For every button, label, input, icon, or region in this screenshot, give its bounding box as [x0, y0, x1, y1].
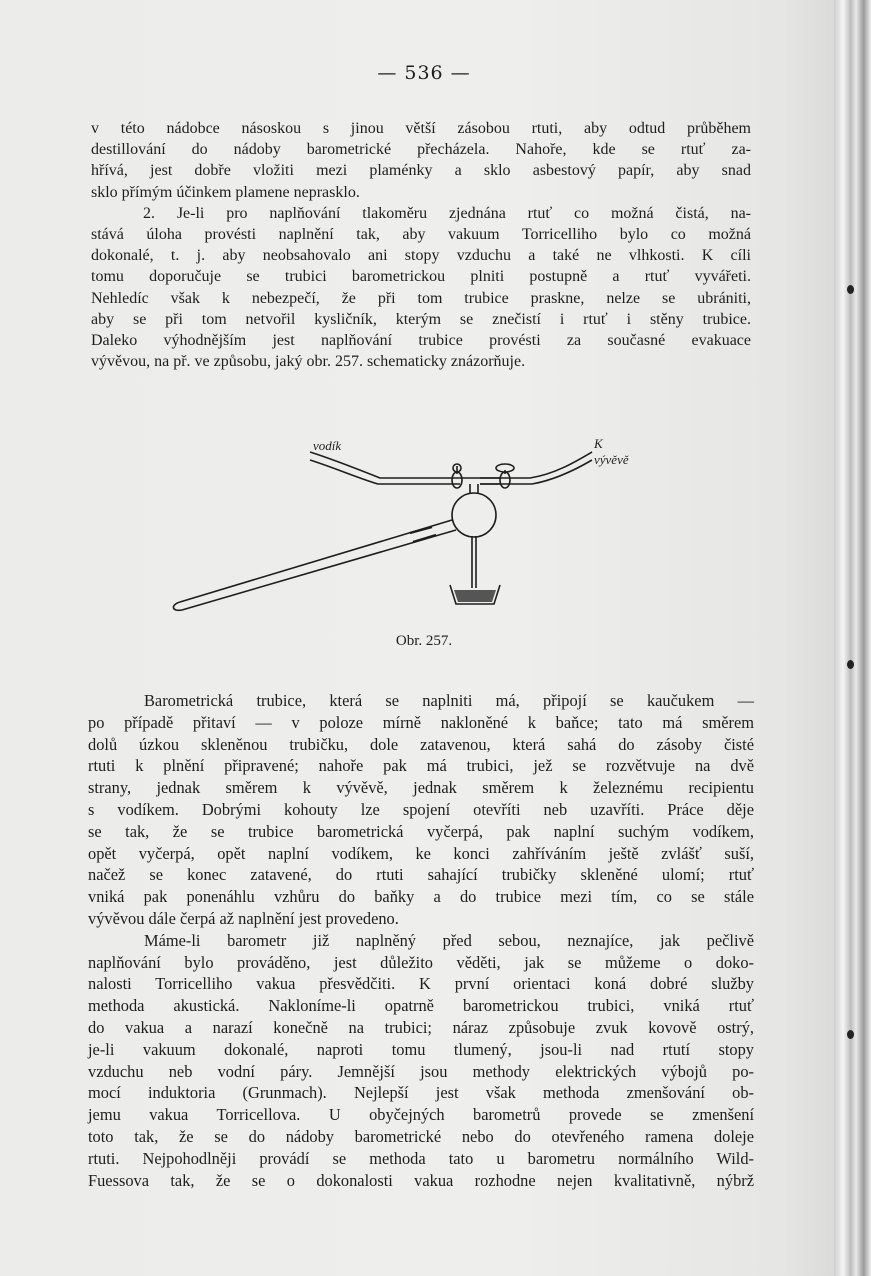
text-line: po případě přitaví — v poloze mírně nakloněné k baňce; tato má směrem — [88, 712, 754, 732]
barometric-tube — [180, 520, 456, 610]
text-line: aby se při tom netvořil kysličník, kterým se znečistí i rtuť i stěny trubice. — [91, 310, 751, 328]
paragraph-1 — [91, 118, 751, 372]
text-line: do vakua a narazí konečně na trubici; náraz způsobuje zvuk kovově ostrý, — [88, 1017, 754, 1037]
text-line: mocí induktoria (Grunmach). Nejlepší jest však methoda zmenšování ob- — [88, 1083, 754, 1103]
figure-caption: Obr. 257. — [395, 633, 453, 649]
text-line: jemu vakua Torricellova. U obyčejných barometrů provede se zmenšení — [88, 1105, 754, 1125]
text-line: je-li vakuum dokonalé, naproti tomu tlumený, jsou-li nad rtutí stopy — [88, 1039, 754, 1059]
text-line: vzduchu neb vodní páry. Jemnější jsou methody elektrických výbojů po- — [88, 1061, 754, 1081]
pump-tube — [480, 452, 592, 478]
text-line: nalosti Torricelliho vakua přesvědčiti. K první orientaci koná dobré služby — [88, 974, 754, 994]
figure-apparatus — [160, 430, 629, 660]
text-line: dokonalé, t. j. aby neobsahovalo ani stopy vzduchu a také ne vlhkosti. K cíli — [91, 247, 751, 265]
stopcock-left — [452, 472, 462, 488]
binding-hole — [847, 285, 854, 294]
text-line: sklo přímým účinkem plamene neprasklo. — [91, 183, 360, 201]
text-line: stává úloha provésti naplnění tak, aby vakuum Torricelliho bylo co možná — [91, 226, 751, 244]
text-line: strany, jednak směrem k vývěvě, jednak směrem k železnému recipientu — [88, 778, 754, 798]
stopcock-right — [500, 472, 510, 488]
text-line: vývěvou, na př. ve způsobu, jaký obr. 257. schematicky znázorňuje. — [91, 353, 526, 371]
figure-label-vodik: vodík — [313, 438, 342, 453]
text-line: toto tak, že se do nádoby barometrické nebo do otevřeného ramena doleje — [88, 1126, 754, 1146]
text-line: Daleko výhodnějším jest naplňování trubice provésti za současné evakuace — [91, 332, 751, 350]
text-line: destillování do nádoby barometrické přecházela. Nahoře, kde se rtuť za- — [91, 141, 751, 159]
text-line: Fuessova tak, že se o dokonalosti vakua rozhodne nejen kvalitativně, nýbrž — [88, 1170, 754, 1190]
text-line: v této nádobce násoskou s jinou větší zásobou rtuti, aby odtud průběhem — [91, 120, 751, 137]
text-line: hřívá, jest dobře vložiti mezi plaménky a sklo asbestový papír, aby snad — [91, 162, 751, 180]
text-line: dolů úzkou skleněnou trubičku, dole zatavenou, která sahá do zásoby čisté — [88, 734, 754, 754]
paragraph-2 — [88, 690, 754, 1191]
text-line: s vodíkem. Dobrými kohouty lze spojení otevříti neb uzavříti. Práce děje — [88, 799, 754, 819]
text-line: načež se konec zatavené, do rtuti sahající trubičky skleněné ulomí; rtuť — [88, 865, 754, 885]
text-line: methoda akustická. Nakloníme-li opatrně barometrickou trubici, vniká rtuť — [88, 996, 754, 1016]
text-line: rtuti k plnění připravené; nahoře pak má trubici, jež se rozvětvuje na dvě — [88, 756, 754, 776]
figure-label-vyveva: K vývěvě — [594, 436, 629, 467]
text-line: vniká pak ponenáhlu vzhůru do baňky a do trubice mezi tím, co se stále — [88, 887, 754, 907]
text-line: Nehledíc však k nebezpečí, že při tom trubice praskne, nelze se ubrániti, — [91, 289, 751, 307]
flask-bulb — [452, 493, 496, 537]
text-line: 2. Je-li pro naplňování tlakoměru zjednána rtuť co možná čistá, na- — [143, 204, 751, 222]
hydrogen-tube — [310, 452, 440, 478]
text-line: naplňování bylo prováděno, jest důležito věděti, jak se můžeme o doko- — [88, 952, 754, 972]
text-line: Barometrická trubice, která se naplniti má, připojí se kaučukem — — [144, 691, 754, 710]
text-line: tomu doporučuje se trubici barometrickou plniti postupně a rtuť vyvářeti. — [91, 268, 751, 286]
text-line: rtuti. Nejpohodlněji provádí se methoda tato u barometru normálního Wild- — [88, 1148, 754, 1168]
book-binding — [834, 0, 871, 1276]
page-number: — 536 — — [377, 62, 471, 84]
text-line: Máme-li barometr již naplněný před sebou, neznajíce, jak pečlivě — [144, 930, 754, 950]
binding-hole — [847, 1030, 854, 1039]
binding-hole — [847, 660, 854, 669]
text-line: se tak, že se trubice barometrická vyčerpá, pak naplní suchým vodíkem, — [88, 821, 754, 841]
text-line: vývěvou dále čerpá až naplnění jest provedeno. — [88, 908, 399, 928]
apparatus-drawing — [160, 430, 600, 630]
text-line: opět vyčerpá, opět naplní vodíkem, ke konci zahříváním ještě zvlášť suší, — [88, 843, 754, 863]
narrow-tube — [472, 536, 476, 588]
